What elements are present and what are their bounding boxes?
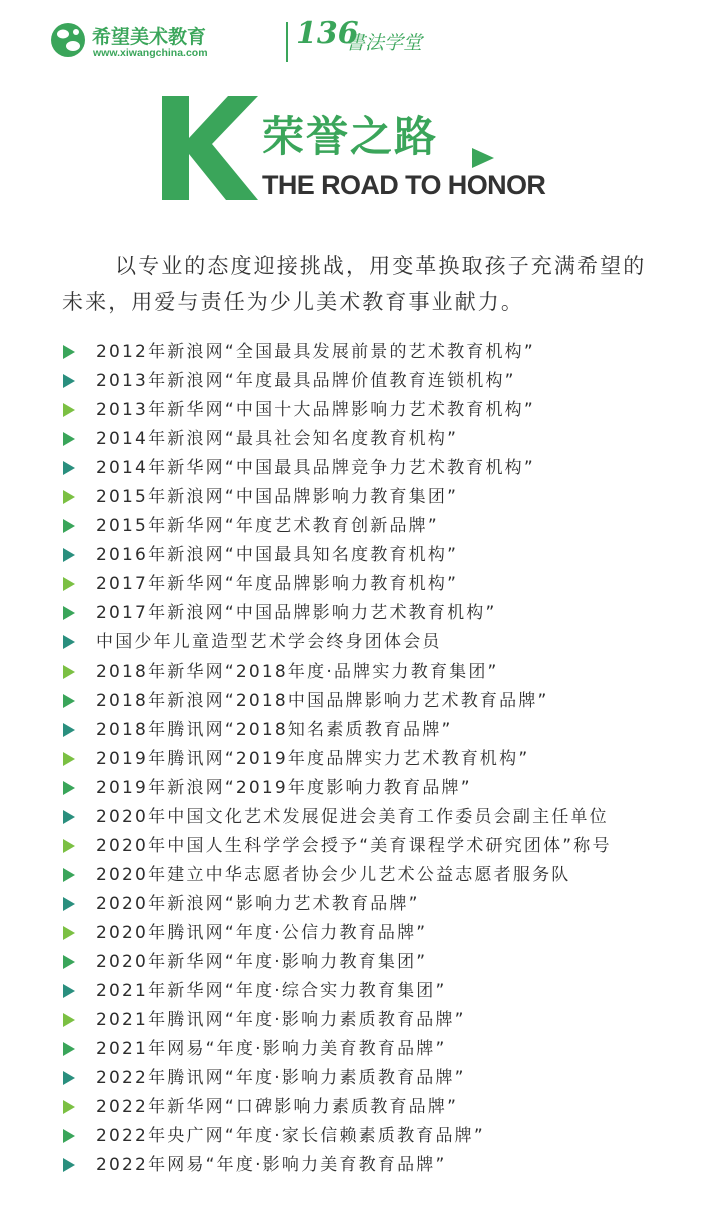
bullet-arrow-icon (63, 345, 75, 359)
honor-text: 2018年新浪网“2018中国品牌影响力艺术教育品牌” (96, 690, 549, 711)
bullet-arrow-icon (63, 897, 75, 911)
honor-item (62, 628, 702, 657)
bullet-arrow-icon (63, 1100, 75, 1114)
bullet-arrow-icon (63, 1158, 75, 1172)
honor-text: 2017年新浪网“中国品牌影响力艺术教育机构” (96, 603, 497, 624)
honor-item (62, 890, 702, 919)
bullet-arrow-icon (63, 926, 75, 940)
bullet-arrow-icon (63, 955, 75, 969)
honor-text: 2020年中国人生科学学会授予“美育课程学术研究团体”称号 (96, 835, 612, 856)
bullet-arrow-icon (63, 403, 75, 417)
bullet-arrow-icon (63, 665, 75, 679)
bullet-arrow-icon (63, 432, 75, 446)
honor-item (62, 1122, 702, 1151)
honor-text: 2015年新浪网“中国品牌影响力教育集团” (96, 487, 459, 508)
partner-number: 136 (296, 16, 359, 51)
honor-item (62, 425, 702, 454)
honor-text: 2020年新华网“年度·影响力教育集团” (96, 951, 428, 972)
bullet-arrow-icon (63, 519, 75, 533)
honor-text: 2021年腾讯网“年度·影响力素质教育品牌” (96, 1010, 466, 1031)
honor-item (62, 541, 702, 570)
bullet-arrow-icon (63, 984, 75, 998)
brand-url: www.xiwangchina.com (93, 47, 208, 59)
bullet-arrow-icon (63, 577, 75, 591)
honor-item (62, 454, 702, 483)
brand-mark-icon (50, 22, 86, 58)
honor-item (62, 774, 702, 803)
honor-item (62, 861, 702, 890)
honor-text: 2020年腾讯网“年度·公信力教育品牌” (96, 922, 428, 943)
honor-text: 2014年新浪网“最具社会知名度教育机构” (96, 429, 459, 450)
honor-text: 2021年新华网“年度·综合实力教育集团” (96, 981, 447, 1002)
honor-item (62, 977, 702, 1006)
honor-text: 中国少年儿童造型艺术学会终身团体会员 (96, 632, 442, 653)
honor-text: 2018年腾讯网“2018知名素质教育品牌” (96, 719, 453, 740)
bullet-arrow-icon (63, 781, 75, 795)
honor-text: 2020年中国文化艺术发展促进会美育工作委员会副主任单位 (96, 806, 609, 827)
honor-text: 2021年网易“年度·影响力美育教育品牌” (96, 1039, 447, 1060)
title-letter-k (162, 96, 258, 200)
honor-item (62, 570, 702, 599)
honor-text: 2022年新华网“口碑影响力素质教育品牌” (96, 1097, 459, 1118)
honor-item (62, 658, 702, 687)
bullet-arrow-icon (63, 635, 75, 649)
honor-item (62, 948, 702, 977)
honor-item (62, 687, 702, 716)
honor-text: 2022年网易“年度·影响力美育教育品牌” (96, 1155, 447, 1176)
honors-list (62, 338, 702, 1180)
honor-text: 2015年新华网“年度艺术教育创新品牌” (96, 516, 439, 537)
bullet-arrow-icon (63, 752, 75, 766)
honor-item (62, 1093, 702, 1122)
honor-text: 2014年新华网“中国最具品牌竞争力艺术教育机构” (96, 458, 535, 479)
partner-script: 書法学堂 (346, 32, 423, 54)
bullet-arrow-icon (63, 810, 75, 824)
bullet-arrow-icon (63, 490, 75, 504)
page-title: 荣誉之路 (262, 112, 439, 161)
bullet-arrow-icon (63, 606, 75, 620)
intro-paragraph: 以专业的态度迎接挑战，用变革换取孩子充满希望的未来，用爱与责任为少儿美术教育事业献力。 (62, 254, 647, 314)
honor-item (62, 1035, 702, 1064)
brand-name: 希望美术教育 (92, 26, 207, 48)
title-arrow-icon (472, 148, 494, 168)
bullet-arrow-icon (63, 461, 75, 475)
bullet-arrow-icon (63, 1042, 75, 1056)
honor-text: 2017年新华网“年度品牌影响力教育机构” (96, 574, 459, 595)
honor-item (62, 716, 702, 745)
honor-text: 2019年新浪网“2019年度影响力教育品牌” (96, 777, 472, 798)
honor-text: 2018年新华网“2018年度·品牌实力教育集团” (96, 661, 499, 682)
honor-item (62, 1064, 702, 1093)
honor-text: 2022年腾讯网“年度·影响力素质教育品牌” (96, 1068, 466, 1089)
page-subtitle: THE ROAD TO HONOR (262, 170, 546, 200)
bullet-arrow-icon (63, 723, 75, 737)
bullet-arrow-icon (63, 1071, 75, 1085)
honor-text: 2013年新浪网“年度最具品牌价值教育连锁机构” (96, 371, 516, 392)
honor-text: 2012年新浪网“全国最具发展前景的艺术教育机构” (96, 342, 535, 362)
honor-text: 2020年新浪网“影响力艺术教育品牌” (96, 893, 420, 914)
honor-item (62, 1151, 702, 1180)
honor-item (62, 483, 702, 512)
bullet-arrow-icon (63, 1013, 75, 1027)
honor-item (62, 338, 702, 367)
honor-item (62, 832, 702, 861)
bullet-arrow-icon (63, 548, 75, 562)
honor-item (62, 803, 702, 832)
honor-item (62, 919, 702, 948)
bullet-arrow-icon (63, 839, 75, 853)
honor-item (62, 599, 702, 628)
honor-item (62, 1006, 702, 1035)
bullet-arrow-icon (63, 374, 75, 388)
honor-item (62, 745, 702, 774)
bullet-arrow-icon (63, 1129, 75, 1143)
honor-text: 2016年新浪网“中国最具知名度教育机构” (96, 545, 459, 566)
honor-text: 2022年央广网“年度·家长信赖素质教育品牌” (96, 1126, 485, 1147)
honor-text: 2020年建立中华志愿者协会少儿艺术公益志愿者服务队 (96, 864, 571, 885)
bullet-arrow-icon (63, 868, 75, 882)
honor-text: 2013年新华网“中国十大品牌影响力艺术教育机构” (96, 400, 535, 421)
logo-divider (286, 22, 288, 62)
honor-text: 2019年腾讯网“2019年度品牌实力艺术教育机构” (96, 748, 530, 769)
honor-item (62, 396, 702, 425)
honor-item (62, 512, 702, 541)
bullet-arrow-icon (63, 694, 75, 708)
honor-item (62, 367, 702, 396)
